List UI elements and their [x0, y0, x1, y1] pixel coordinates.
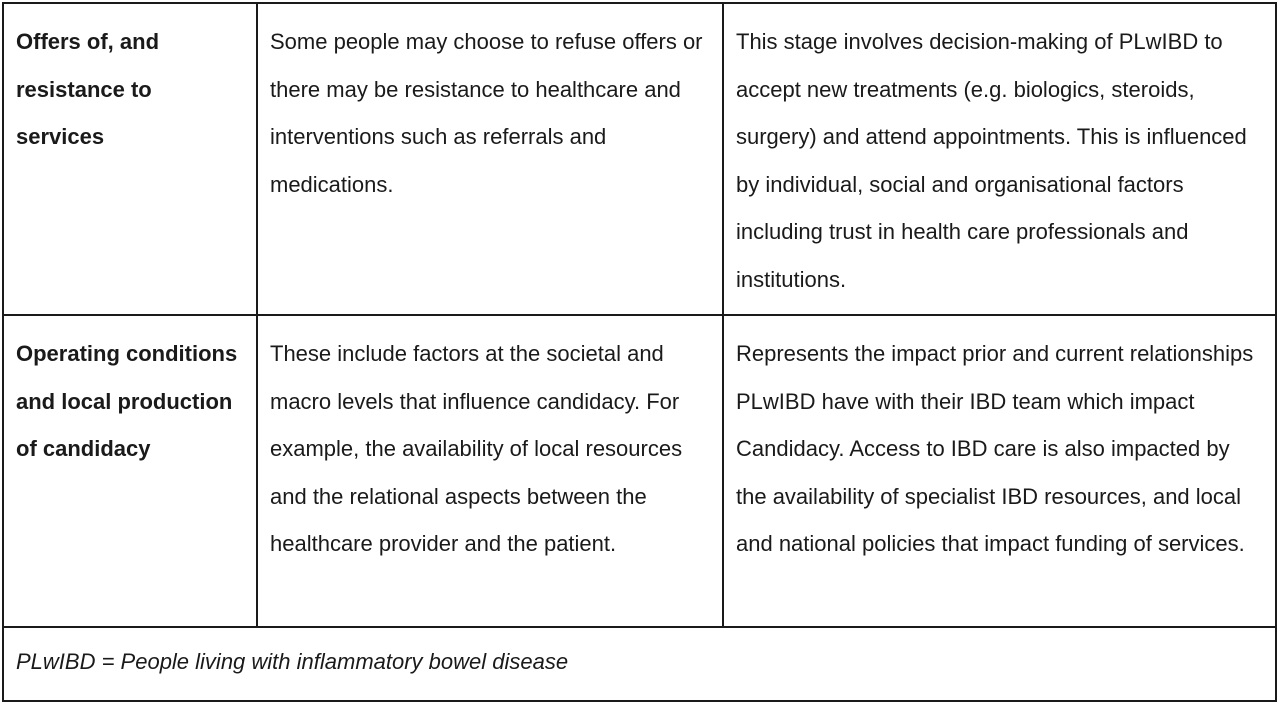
term-cell: Offers of, and resistance to services	[4, 4, 258, 314]
definitions-table	[2, 2, 1277, 702]
footnote-row	[4, 628, 1275, 700]
definition-cell: These include factors at the societal and macro levels that influence candidacy. For example, the availability of local resources and the relational aspects between the healthcare provider and the patient.	[258, 316, 724, 626]
application-cell: This stage involves decision-making of PLwIBD to accept new treatments (e.g. biologics, steroids, surgery) and attend appointments. This is influenced by individual, social and organisational factors including trust in health care professionals and institutions.	[736, 29, 1247, 292]
table-footnote: PLwIBD = People living with inflammatory bowel disease	[16, 649, 569, 674]
definition-cell: Some people may choose to refuse offers or there may be resistance to healthcare and interventions such as referrals and medications.	[258, 4, 724, 314]
application-cell: Represents the impact prior and current relationships PLwIBD have with their IBD team which impact Candidacy. Access to IBD care is also impacted by the availability of specialist IBD resources, and local and national policies that impact funding of services.	[736, 341, 1254, 556]
table-row	[4, 316, 1275, 628]
table-row	[4, 4, 1275, 316]
term-cell: Operating conditions and local production of candidacy	[4, 316, 258, 626]
